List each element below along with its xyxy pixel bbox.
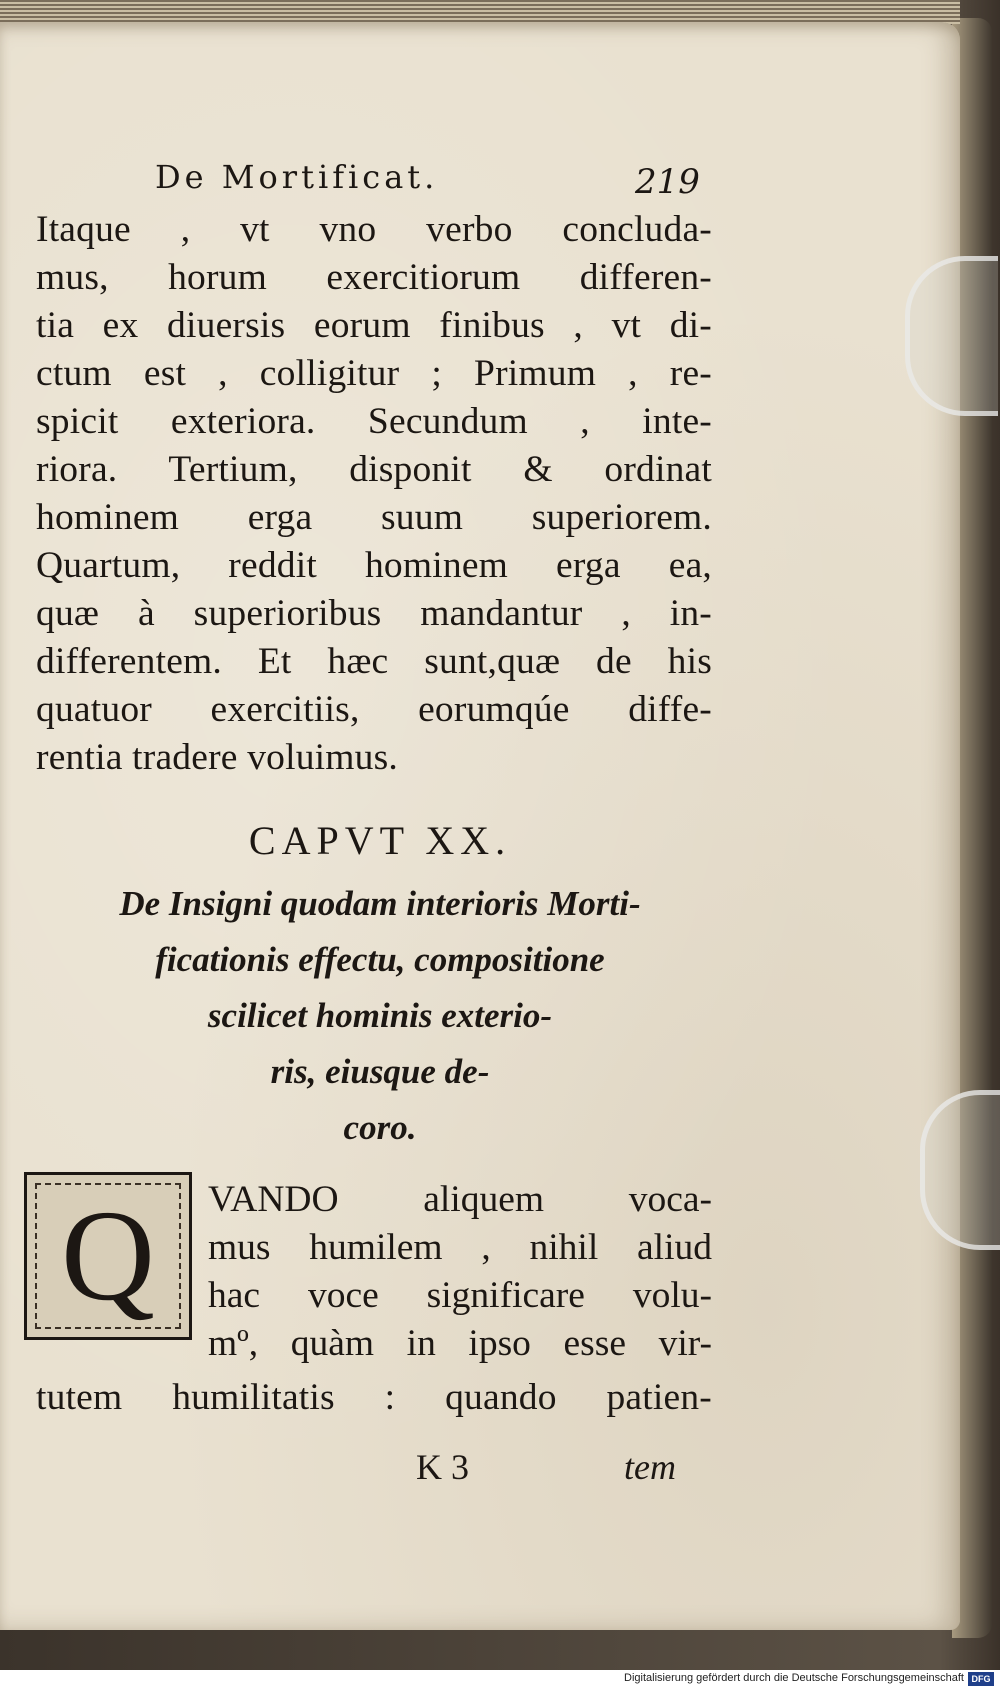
- chapter-title-line: De Insigni quodam interioris Morti-: [119, 884, 641, 923]
- chapter-title-line: ris, eiusque de-: [270, 1052, 490, 1091]
- drop-cap-line: mus humilem , nihil aliud: [208, 1227, 712, 1268]
- paragraph-line: hominem erga suum superiorem.: [36, 497, 712, 538]
- initial-letter: Q: [61, 1184, 155, 1328]
- paragraph-line: Itaque , vt vno verbo concluda-: [36, 209, 712, 250]
- dfg-logo-icon: DFG: [968, 1672, 994, 1686]
- paragraph-line: ctum est , colligitur ; Primum , re-: [36, 353, 712, 394]
- drop-cap-line: hac voce significare volu-: [208, 1275, 712, 1316]
- paragraph-line: quæ à superioribus mandantur , in-: [36, 593, 712, 634]
- chapter-title-line: ficationis effectu, compositione: [155, 940, 605, 979]
- chapter-title-line: scilicet hominis exterio-: [207, 996, 553, 1035]
- page-clip-icon: [920, 1090, 1000, 1250]
- paragraph-line: rentia tradere voluimus.: [36, 737, 398, 778]
- running-head: De Mortificat.: [155, 158, 439, 196]
- page-stack-top: [0, 0, 960, 24]
- chapter-heading: CAPVT XX.: [248, 818, 512, 863]
- paragraph-line: quatuor exercitiis, eorumqúe diffe-: [36, 689, 712, 730]
- paragraph-line: spicit exteriora. Secundum , inte-: [36, 401, 712, 442]
- page-number: 219: [635, 162, 700, 202]
- paragraph-line: tia ex diuersis eorum finibus , vt di-: [36, 305, 712, 346]
- paragraph-line: Quartum, reddit hominem erga ea,: [36, 545, 712, 586]
- paragraph-line: riora. Tertium, disponit & ordinat: [36, 449, 712, 490]
- paragraph-line: mus, horum exercitiorum differen-: [36, 257, 712, 298]
- drop-cap-line: mº, quàm in ipso esse vir-: [208, 1323, 712, 1364]
- chapter-title-line: coro.: [343, 1108, 417, 1147]
- paragraph-line: tutem humilitatis : quando patien-: [36, 1377, 712, 1418]
- decorated-initial: [24, 1172, 192, 1340]
- paragraph-line: differentem. Et hæc sunt,quæ de his: [36, 641, 712, 682]
- page-clip-icon: [905, 256, 998, 416]
- drop-cap-line: VANDO aliquem voca-: [208, 1179, 712, 1220]
- catchword: tem: [624, 1447, 676, 1487]
- footer-credit: Digitalisierung gefördert durch die Deutsche Forschungsgemeinschaft: [624, 1672, 964, 1684]
- signature-mark: K 3: [416, 1447, 469, 1487]
